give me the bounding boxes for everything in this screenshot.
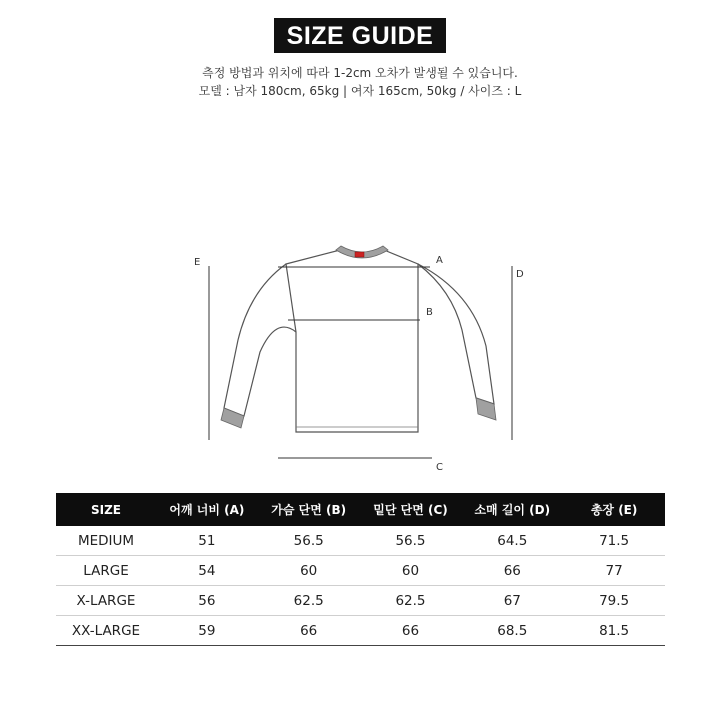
table-row	[56, 586, 665, 616]
label-b: B	[426, 307, 433, 318]
cell-chest: 60	[258, 556, 360, 586]
cell-chest: 66	[258, 616, 360, 646]
header-shoulder: 어깨 너비 (A)	[156, 493, 258, 526]
shirt-body	[286, 250, 418, 432]
size-table	[56, 493, 665, 646]
label-a: A	[436, 255, 443, 266]
cell-size: X-LARGE	[56, 586, 156, 616]
cell-shoulder: 51	[156, 526, 258, 556]
left-sleeve	[224, 264, 296, 416]
label-d: D	[516, 269, 524, 280]
header-size: SIZE	[56, 493, 156, 526]
table-row	[56, 616, 665, 646]
cell-shoulder: 56	[156, 586, 258, 616]
cell-length: 81.5	[563, 616, 665, 646]
cell-sleeve: 66	[461, 556, 563, 586]
left-cuff	[221, 408, 244, 428]
cell-shoulder: 59	[156, 616, 258, 646]
cell-length: 77	[563, 556, 665, 586]
cell-hem: 56.5	[360, 526, 462, 556]
cell-length: 79.5	[563, 586, 665, 616]
cell-hem: 66	[360, 616, 462, 646]
cell-hem: 60	[360, 556, 462, 586]
measurement-note: 측정 방법과 위치에 따라 1-2cm 오차가 발생될 수 있습니다.	[202, 66, 518, 80]
header-length: 총장 (E)	[563, 493, 665, 526]
label-c: C	[436, 462, 443, 473]
page-title: SIZE GUIDE	[274, 18, 447, 53]
cell-chest: 62.5	[258, 586, 360, 616]
tag-icon	[355, 252, 364, 257]
cell-sleeve: 64.5	[461, 526, 563, 556]
cell-sleeve: 68.5	[461, 616, 563, 646]
cell-length: 71.5	[563, 526, 665, 556]
model-info: 모델 : 남자 180cm, 65kg | 여자 165cm, 50kg / 사이즈 : L	[198, 84, 522, 98]
cell-sleeve: 67	[461, 586, 563, 616]
cell-size: MEDIUM	[56, 526, 156, 556]
header-hem: 밑단 단면 (C)	[360, 493, 462, 526]
label-e: E	[194, 257, 201, 268]
cell-shoulder: 54	[156, 556, 258, 586]
cell-hem: 62.5	[360, 586, 462, 616]
cell-size: LARGE	[56, 556, 156, 586]
right-sleeve	[418, 264, 494, 404]
right-cuff	[476, 398, 496, 420]
table-header-row	[56, 493, 665, 526]
header-sleeve: 소매 길이 (D)	[461, 493, 563, 526]
cell-size: XX-LARGE	[56, 616, 156, 646]
header-chest: 가슴 단면 (B)	[258, 493, 360, 526]
table-row	[56, 526, 665, 556]
cell-chest: 56.5	[258, 526, 360, 556]
table-row	[56, 556, 665, 586]
